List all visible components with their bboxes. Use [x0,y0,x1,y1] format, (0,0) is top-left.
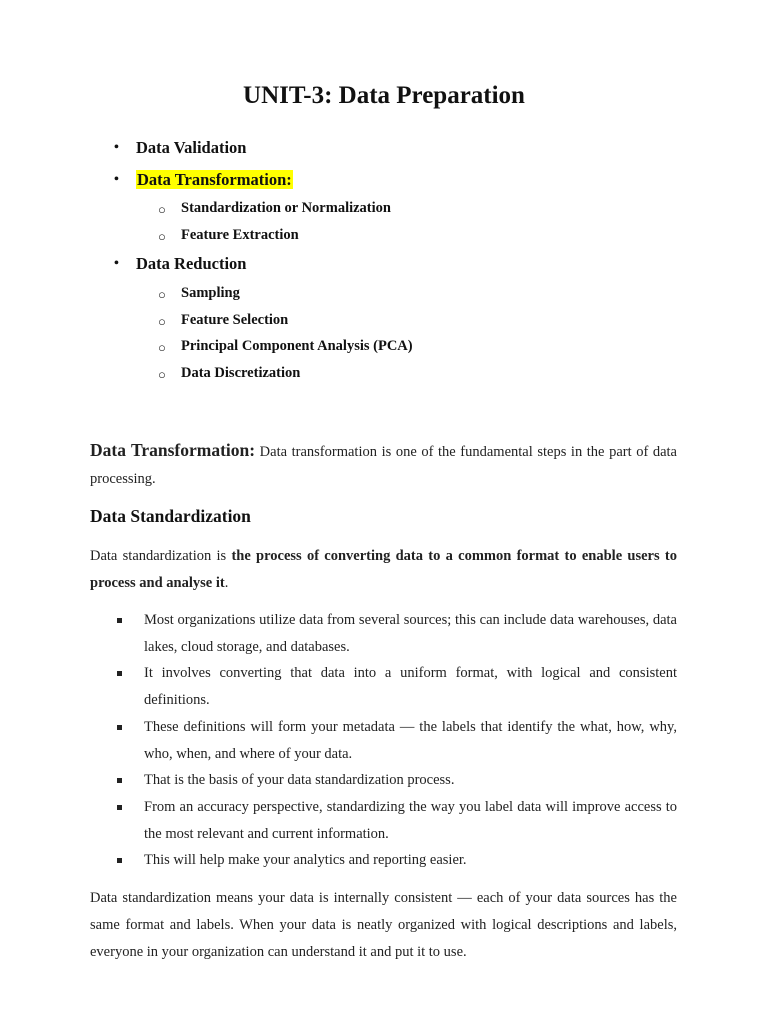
outline-subitem: Feature Extraction [181,227,299,243]
sub-bullet-circle: ○ [158,287,166,302]
bullet-dot: • [114,172,119,187]
transformation-label: Data Transformation: [90,440,256,460]
transformation-text: Data transformation is one of the fundamental steps in the part of data processing. [90,444,677,487]
list-item: Most organizations utilize data from several sources; this can include data warehouses, data lakes, cloud storage, and databases. [144,612,677,655]
outline-subitem: Standardization or Normalization [181,200,391,216]
intro-end: . [224,575,229,591]
list-item: These definitions will form your metadata — the labels that identify the what, how, why, who, when, and where of your data. [144,719,677,762]
outline-item-data-transformation: Data Transformation: [137,170,292,189]
bullet-dot: • [114,140,119,155]
square-bullet [117,858,122,863]
outline-subitem: Feature Selection [181,312,289,328]
sub-bullet-circle: ○ [158,340,166,355]
list-item: This will help make your analytics and reporting easier. [144,852,467,868]
outline-subitem: Sampling [181,285,240,301]
outline-item-data-reduction: Data Reduction [136,254,247,273]
square-bullet [117,725,122,730]
sub-bullet-circle: ○ [158,229,166,244]
section-heading: Data Standardization [90,506,251,526]
page-title: UNIT-3: Data Preparation [243,82,525,109]
sub-bullet-circle: ○ [158,314,166,329]
intro-bold: the process of converting data to a common format to enable users to process and analyse it [90,548,677,591]
outline-item-data-validation: Data Validation [136,138,247,157]
square-bullet [117,805,122,810]
square-bullet [117,778,122,783]
list-item: It involves converting that data into a uniform format, with logical and consistent definitions. [144,665,677,708]
outline-subitem: Data Discretization [181,365,301,381]
list-item: That is the basis of your data standardization process. [144,772,455,788]
closing-paragraph: Data standardization means your data is internally consistent — each of your data sources has the same format and labels. When your data is neatly organized with logical descriptions and labels, everyone in your organization can understand it and put it to use. [90,890,677,960]
square-bullet [117,618,122,623]
list-item: From an accuracy perspective, standardizing the way you label data will improve access to the most relevant and current information. [144,799,677,842]
intro-plain: Data standardization is [90,548,232,564]
transformation-paragraph [90,437,677,493]
square-bullet [117,671,122,676]
sub-bullet-circle: ○ [158,367,166,382]
sub-bullet-circle: ○ [158,202,166,217]
standardization-intro [90,543,677,597]
bullet-dot: • [114,256,119,271]
outline-subitem: Principal Component Analysis (PCA) [181,338,413,354]
